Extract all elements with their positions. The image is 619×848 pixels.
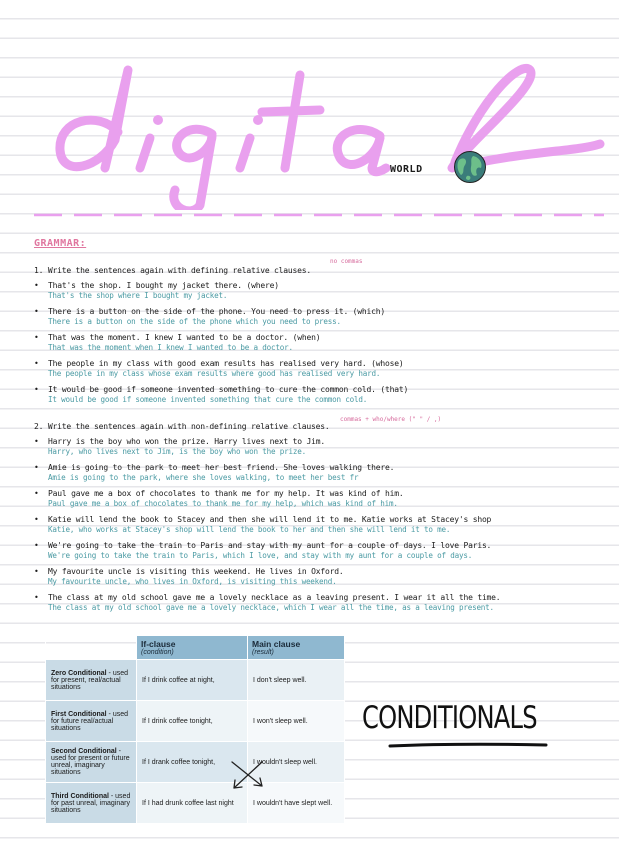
- table-row: [46, 660, 345, 701]
- answer-text: That's the shop where I bought my jacket.: [48, 291, 228, 300]
- answer-text: The class at my old school gave me a lovely necklace, which I wear all the time, as a leaving present.: [48, 603, 494, 612]
- pink-dash-divider: [34, 213, 604, 217]
- answer-text: There is a button on the side of the phone which you need to press.: [48, 317, 341, 326]
- digital-title-lettering: [0, 40, 619, 210]
- question-text: We're going to take the train to Paris and stay with my aunt for a couple of days. I love Paris.: [48, 541, 492, 550]
- question-text: Amie is going to the park to meet her best friend. She loves walking there.: [48, 463, 395, 472]
- main-clause-cell: I won't sleep well.: [248, 701, 345, 742]
- row-label: Second Conditional - used for present or future unreal, imaginary situations: [46, 742, 137, 783]
- world-subtitle: WORLD: [390, 164, 423, 175]
- table-row: [46, 701, 345, 742]
- question-text: Paul gave me a box of chocolates to thank me for my help. It was kind of him.: [48, 489, 404, 498]
- if-clause-cell: If I drink coffee tonight,: [137, 701, 248, 742]
- cross-arrows-icon: [228, 758, 268, 792]
- question-text: There is a button on the side of the phone. You need to press it. (which): [48, 307, 385, 316]
- column-header-if-clause: If-clause (condition): [137, 636, 248, 660]
- exercise-2-item: • The class at my old school gave me a lovely necklace as a leaving present. I wear it all the time. The class at my old school gave me a lovely necklace, which I wear all the time, as a leaving present.: [34, 593, 594, 613]
- question-text: The class at my old school gave me a lovely necklace as a leaving present. I wear it all the time.: [48, 593, 501, 602]
- exercise-2-item: • Harry is the boy who won the prize. Harry lives next to Jim. Harry, who lives next to Jim, is the boy who won the prize.: [34, 437, 594, 457]
- if-clause-cell: If I drink coffee at night,: [137, 660, 248, 701]
- conditionals-heading: CONDITIONALS: [362, 700, 537, 736]
- answer-text: The people in my class whose exam results where good has realised very hard.: [48, 369, 381, 378]
- answer-text: Amie is going to the park, where she loves walking, to meet her best fr: [48, 473, 359, 482]
- exercise-2-instruction: 2. Write the sentences again with non-defining relative clauses.: [34, 422, 330, 431]
- main-clause-cell: I wouldn't sleep well.: [248, 742, 345, 783]
- exercise-1-instruction: 1. Write the sentences again with defining relative clauses.: [34, 266, 311, 275]
- answer-text: That was the moment when I knew I wanted to be a doctor.: [48, 343, 293, 352]
- exercise-1-item: • The people in my class with good exam results has realised very hard. (whose) The people in my class whose exam results where good has realised very hard.: [34, 359, 594, 379]
- if-clause-cell: If I drank coffee tonight,: [137, 742, 248, 783]
- answer-text: It would be good if someone invented something that cure the common cold.: [48, 395, 368, 404]
- table-header-row: [46, 636, 345, 660]
- if-clause-cell: If I had drunk coffee last night: [137, 783, 248, 824]
- conditionals-table: [45, 635, 345, 824]
- question-text: It would be good if someone invented something to cure the common cold. (that): [48, 385, 409, 394]
- question-text: That was the moment. I knew I wanted to be a doctor. (when): [48, 333, 321, 342]
- exercise-2-note: commas + who/where (" " / ,): [340, 416, 442, 423]
- exercise-2-item: • We're going to take the train to Paris and stay with my aunt for a couple of days. I love Paris. We're going to take the train to Paris, which I love, and stay with my aunt for a couple of days.: [34, 541, 594, 561]
- answer-text: We're going to take the train to Paris, which I love, and stay with my aunt for a couple of days.: [48, 551, 473, 560]
- exercise-1-item: • That was the moment. I knew I wanted to be a doctor. (when) That was the moment when I knew I wanted to be a doctor.: [34, 333, 594, 353]
- question-text: The people in my class with good exam results has realised very hard. (whose): [48, 359, 404, 368]
- answer-text: Paul gave me a box of chocolates to thank me for my help, which was kind of him.: [48, 499, 398, 508]
- exercise-1-note: no commas: [330, 258, 363, 265]
- grammar-heading: GRAMMAR:: [34, 238, 87, 249]
- exercise-2: [34, 422, 594, 619]
- row-label: Zero Conditional - used for present, real/actual situations: [46, 660, 137, 701]
- answer-text: Harry, who lives next to Jim, is the boy who won the prize.: [48, 447, 306, 456]
- column-header-main-clause: Main clause (result): [248, 636, 345, 660]
- exercise-1-item: • It would be good if someone invented something to cure the common cold. (that) It would be good if someone invented something that cure the common cold.: [34, 385, 594, 405]
- question-text: Harry is the boy who won the prize. Harry lives next to Jim.: [48, 437, 325, 446]
- exercise-1: [34, 266, 594, 411]
- row-label: Third Conditional - used for past unreal, imaginary situations: [46, 783, 137, 824]
- table-row: [46, 783, 345, 824]
- exercise-2-item: • Amie is going to the park to meet her best friend. She loves walking there. Amie is going to the park, where she loves walking, to meet her best fr: [34, 463, 594, 483]
- exercise-2-item: • Katie will lend the book to Stacey and then she will lend it to me. Katie works at Stacey's shop Katie, who works at Stacey's shop will lend the book to her and then she will lend it to me.: [34, 515, 594, 535]
- question-text: That's the shop. I bought my jacket there. (where): [48, 281, 279, 290]
- exercise-2-item: • Paul gave me a box of chocolates to thank me for my help. It was kind of him. Paul gave me a box of chocolates to thank me for my help, which was kind of him.: [34, 489, 594, 509]
- main-clause-cell: I don't sleep well.: [248, 660, 345, 701]
- exercise-1-item: • That's the shop. I bought my jacket there. (where) That's the shop where I bought my jacket.: [34, 281, 594, 301]
- answer-text: Katie, who works at Stacey's shop will lend the book to her and then she will lend it to me.: [48, 525, 451, 534]
- answer-text: My favourite uncle, who lives in Oxford, is visiting this weekend.: [48, 577, 337, 586]
- question-text: Katie will lend the book to Stacey and then she will lend it to me. Katie works at Stacey's shop: [48, 515, 492, 524]
- main-clause-cell: I wouldn't have slept well.: [248, 783, 345, 824]
- row-label: First Conditional - used for future real/actual situations: [46, 701, 137, 742]
- table-row: [46, 742, 345, 783]
- globe-icon: [453, 150, 487, 184]
- exercise-1-item: • There is a button on the side of the phone. You need to press it. (which) There is a button on the side of the phone which you need to press.: [34, 307, 594, 327]
- conditionals-underline: [388, 742, 548, 748]
- question-text: My favourite uncle is visiting this weekend. He lives in Oxford.: [48, 567, 344, 576]
- exercise-2-item: • My favourite uncle is visiting this weekend. He lives in Oxford. My favourite uncle, who lives in Oxford, is visiting this weekend.: [34, 567, 594, 587]
